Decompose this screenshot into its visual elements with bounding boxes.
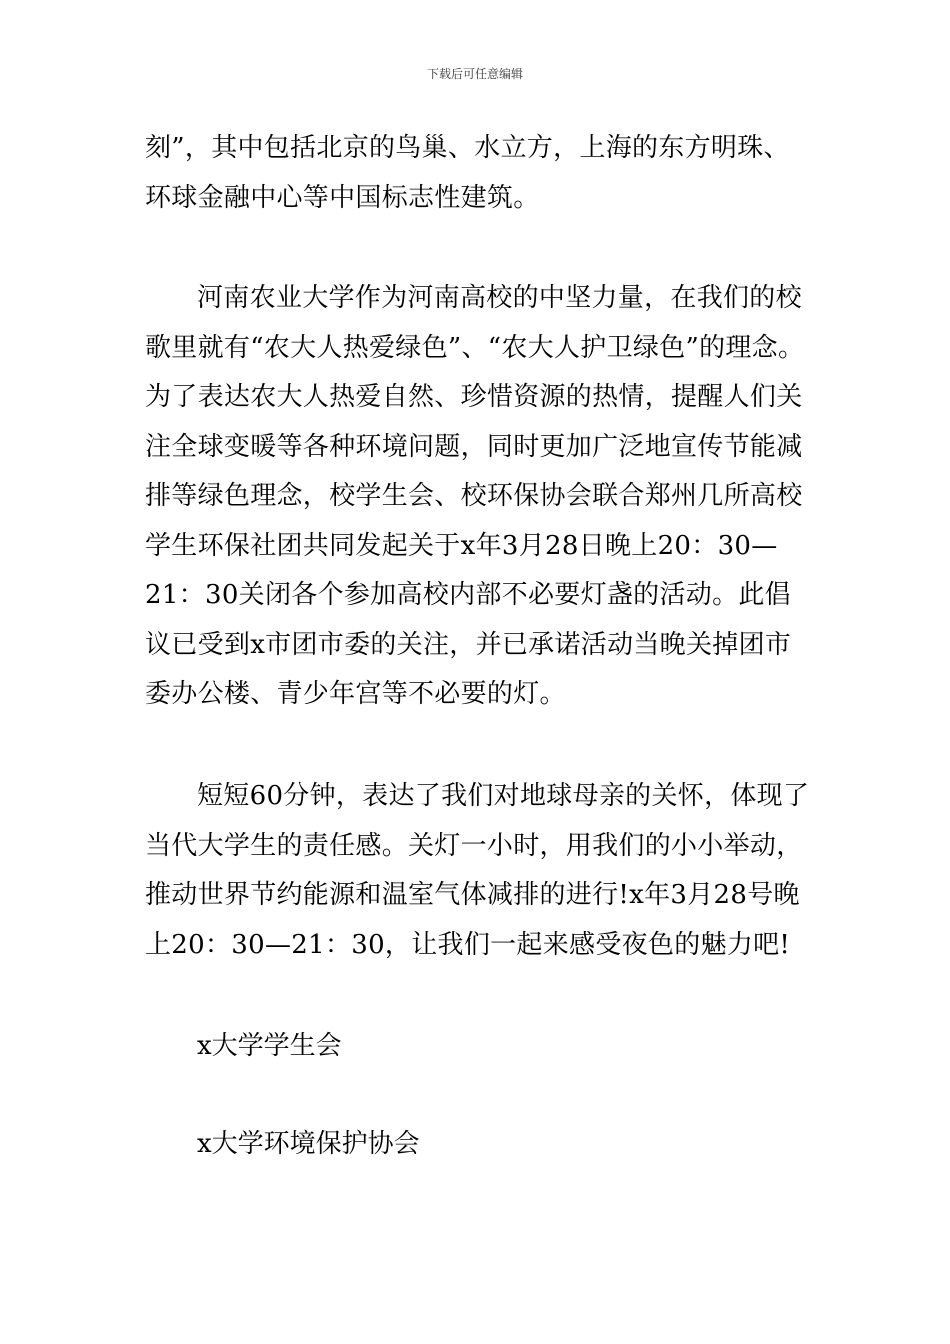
paragraph-3: 短短60分钟，表达了我们对地球母亲的关怀，体现了当代大学生的责任感。关灯一小时，用我们的小小举动，推动世界节约能源和温室气体减排的进行!x年3月28号晚上20：30—21：30，让我们一起来感受夜色的魅力吧!	[145, 781, 810, 960]
signature-student-union: x大学学生会	[197, 1031, 342, 1061]
paragraph-2: 河南农业大学作为河南高校的中坚力量，在我们的校歌里就有“农大人热爱绿色”、“农大人护卫绿色”的理念。为了表达农大人热爱自然、珍惜资源的热情，提醒人们关注全球变暖等各种环境问题，同时更加广泛地宣传节能减排等绿色理念，校学生会、校环保协会联合郑州几所高校学生环保社团共同发起关于x年3月28日晚上20：30—21：30关闭各个参加高校内部不必要灯盏的活动。此倡议已受到x市团市委的关注，并已承诺活动当晚关掉团市委办公楼、青少年宫等不必要的灯。	[145, 283, 805, 709]
header-note: 下载后可任意编辑	[426, 67, 523, 81]
paragraph-1: 刻”，其中包括北京的鸟巢、水立方，上海的东方明珠、环球金融中心等中国标志性建筑。	[145, 133, 790, 213]
signature-environment-association: x大学环境保护协会	[197, 1129, 420, 1159]
